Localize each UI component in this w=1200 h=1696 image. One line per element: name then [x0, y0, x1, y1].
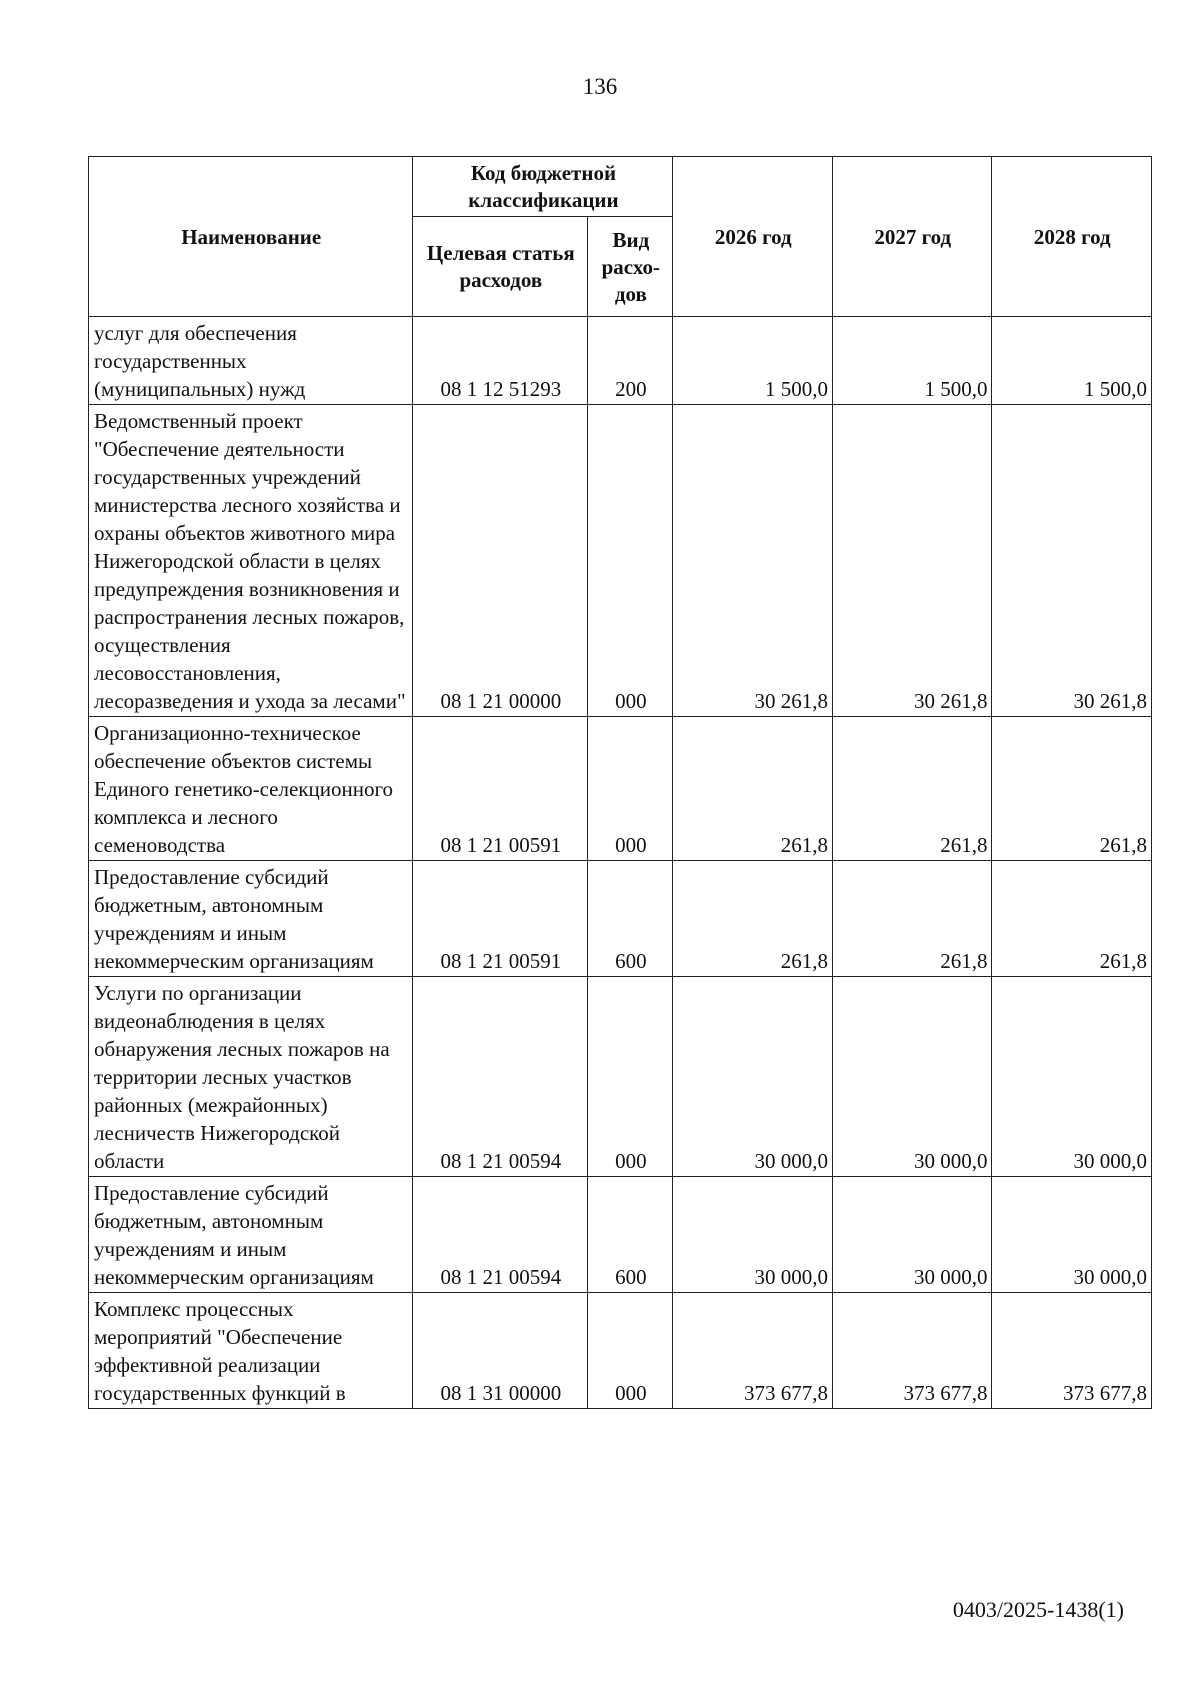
cell-2027: 373 677,8 — [832, 1293, 992, 1409]
cell-target-article: 08 1 12 51293 — [413, 317, 588, 405]
cell-name: Предоставление субсидий бюджетным, автономным учреждениям и иным некоммерческим организациям — [89, 861, 413, 977]
budget-table — [88, 156, 1152, 1409]
cell-name: Ведомственный проект "Обеспечение деятельности государственных учреждений министерства лесного хозяйства и охраны объектов животного мира Нижегородской области в целях предупреждения возникновения и распространения лесных пожаров, осуществления лесовосстановления, лесоразведения и ухода за лесами" — [89, 405, 413, 717]
cell-2027: 30 261,8 — [832, 405, 992, 717]
cell-target-article: 08 1 21 00591 — [413, 717, 588, 861]
cell-2028: 30 000,0 — [992, 977, 1152, 1177]
cell-name: услуг для обеспечения государственных (муниципальных) нужд — [89, 317, 413, 405]
header-expense-type: Вид расхо-дов — [588, 217, 673, 317]
document-number: 0403/2025-1438(1) — [952, 1597, 1124, 1622]
cell-2027: 1 500,0 — [832, 317, 992, 405]
header-year-2026: 2026 год — [673, 157, 833, 317]
cell-2028: 1 500,0 — [992, 317, 1152, 405]
cell-expense-type: 000 — [588, 977, 673, 1177]
cell-2026: 30 000,0 — [673, 977, 833, 1177]
table-row — [89, 317, 1152, 405]
cell-name: Услуги по организации видеонаблюдения в целях обнаружения лесных пожаров на территории лесных участков районных (межрайонных) лесничеств Нижегородской области — [89, 977, 413, 1177]
cell-target-article: 08 1 21 00594 — [413, 1177, 588, 1293]
cell-name: Организационно-техническое обеспечение объектов системы Единого генетико-селекционного комплекса и лесного семеноводства — [89, 717, 413, 861]
cell-2027: 261,8 — [832, 861, 992, 977]
table-row — [89, 977, 1152, 1177]
cell-target-article: 08 1 21 00591 — [413, 861, 588, 977]
cell-name: Предоставление субсидий бюджетным, автономным учреждениям и иным некоммерческим организациям — [89, 1177, 413, 1293]
table-row — [89, 861, 1152, 977]
cell-2026: 261,8 — [673, 861, 833, 977]
cell-expense-type: 200 — [588, 317, 673, 405]
cell-expense-type: 000 — [588, 1293, 673, 1409]
cell-2027: 30 000,0 — [832, 977, 992, 1177]
cell-2026: 261,8 — [673, 717, 833, 861]
cell-2026: 373 677,8 — [673, 1293, 833, 1409]
header-row-1 — [89, 157, 1152, 217]
cell-expense-type: 000 — [588, 717, 673, 861]
cell-2027: 261,8 — [832, 717, 992, 861]
header-name: Наименование — [89, 157, 413, 317]
cell-2028: 261,8 — [992, 717, 1152, 861]
cell-name: Комплекс процессных мероприятий "Обеспечение эффективной реализации государственных функций в — [89, 1293, 413, 1409]
cell-2028: 261,8 — [992, 861, 1152, 977]
table-row — [89, 1177, 1152, 1293]
table-row — [89, 1293, 1152, 1409]
cell-2028: 30 261,8 — [992, 405, 1152, 717]
page-number: 136 — [582, 74, 618, 99]
cell-expense-type: 600 — [588, 861, 673, 977]
cell-expense-type: 000 — [588, 405, 673, 717]
cell-2026: 30 000,0 — [673, 1177, 833, 1293]
cell-2026: 1 500,0 — [673, 317, 833, 405]
cell-2028: 30 000,0 — [992, 1177, 1152, 1293]
table-row — [89, 405, 1152, 717]
table-row — [89, 717, 1152, 861]
header-target-article: Целевая статья расходов — [413, 217, 588, 317]
cell-target-article: 08 1 21 00594 — [413, 977, 588, 1177]
header-code-group: Код бюджетной классификации — [413, 157, 673, 217]
cell-2026: 30 261,8 — [673, 405, 833, 717]
header-year-2028: 2028 год — [992, 157, 1152, 317]
table-body — [89, 317, 1152, 1409]
cell-target-article: 08 1 31 00000 — [413, 1293, 588, 1409]
cell-expense-type: 600 — [588, 1177, 673, 1293]
header-year-2027: 2027 год — [832, 157, 992, 317]
cell-2027: 30 000,0 — [832, 1177, 992, 1293]
cell-2028: 373 677,8 — [992, 1293, 1152, 1409]
cell-target-article: 08 1 21 00000 — [413, 405, 588, 717]
